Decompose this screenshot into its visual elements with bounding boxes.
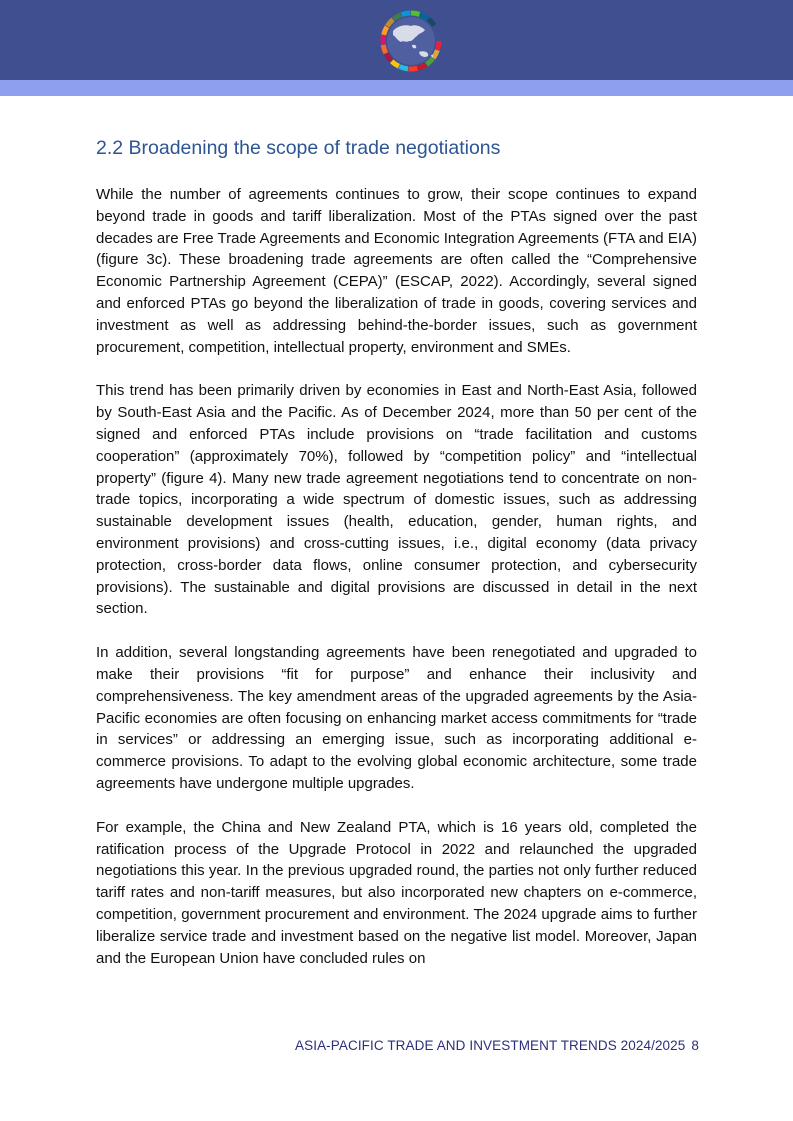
body-paragraph: This trend has been primarily driven by economies in East and North-East Asia, followed by South-East Asia and the Pacific. As of December 2024, more than 50 per cent of the signed and enforced PTAs include provisions on “trade facilitation and customs cooperation” (approximately 70%), followed by “competition policy” and “intellectual property” (figure 4). Many new trade agreement negotiations tend to concentrate on non-trade topics, incorporating a wide spectrum of domestic issues, such as addressing sustainable development issues (health, education, gender, human rights, and environment provisions) and cross-cutting issues, i.e., digital economy (data privacy protection, cross-border data flows, online consumer protection, and cybersecurity provisions). The sustainable and digital provisions are discussed in detail in the next section. <box>96 382 697 618</box>
body-paragraph: In addition, several longstanding agreements have been renegotiated and upgraded to make their provisions “fit for purpose” and enhance their inclusivity and comprehensiveness. The key amendment areas of the upgraded agreements by the Asia-Pacific economies are often focusing on enhancing market access commitments for “trade in services” or addressing an emerging issue, such as incorporating additional e-commerce provisions. To adapt to the evolving global economic architecture, some trade agreements have undergone multiple upgrades. <box>96 644 697 792</box>
section-title: 2.2 Broadening the scope of trade negotiations <box>96 137 501 159</box>
body-paragraph: While the number of agreements continues to grow, their scope continues to expand beyond trade in goods and tariff liberalization. Most of the PTAs signed over the past decades are Free Trade Agreements and Economic Integration Agreements (FTA and EIA) (figure 3c). These broadening trade agreements are often called the “Comprehensive Economic Partnership Agreement (CEPA)” (ESCAP, 2022). Accordingly, several signed and enforced PTAs go beyond the liberalization of trade in goods, covering services and investment as well as addressing behind-the-border issues, such as government procurement, competition, intellectual property, environment and SMEs. <box>96 186 697 356</box>
sdg-globe-wheel-icon <box>379 9 443 73</box>
page-number: 8 <box>691 1038 699 1053</box>
header-stripe <box>0 80 793 96</box>
running-title: ASIA-PACIFIC TRADE AND INVESTMENT TRENDS 2024/2025 <box>295 1038 686 1053</box>
body-paragraph: For example, the China and New Zealand PTA, which is 16 years old, completed the ratification process of the Upgrade Protocol in 2022 and relaunched the upgraded negotiations this year. In the previous upgraded round, the parties not only further reduced tariff rates and non-tariff measures, but also incorporated new chapters on e-commerce, competition, government procurement and environment. The 2024 upgrade aims to further liberalize service trade and investment based on the negative list model. Moreover, Japan and the European Union have concluded rules on <box>96 818 697 967</box>
page-footer <box>295 1038 699 1053</box>
main-content <box>96 136 697 991</box>
